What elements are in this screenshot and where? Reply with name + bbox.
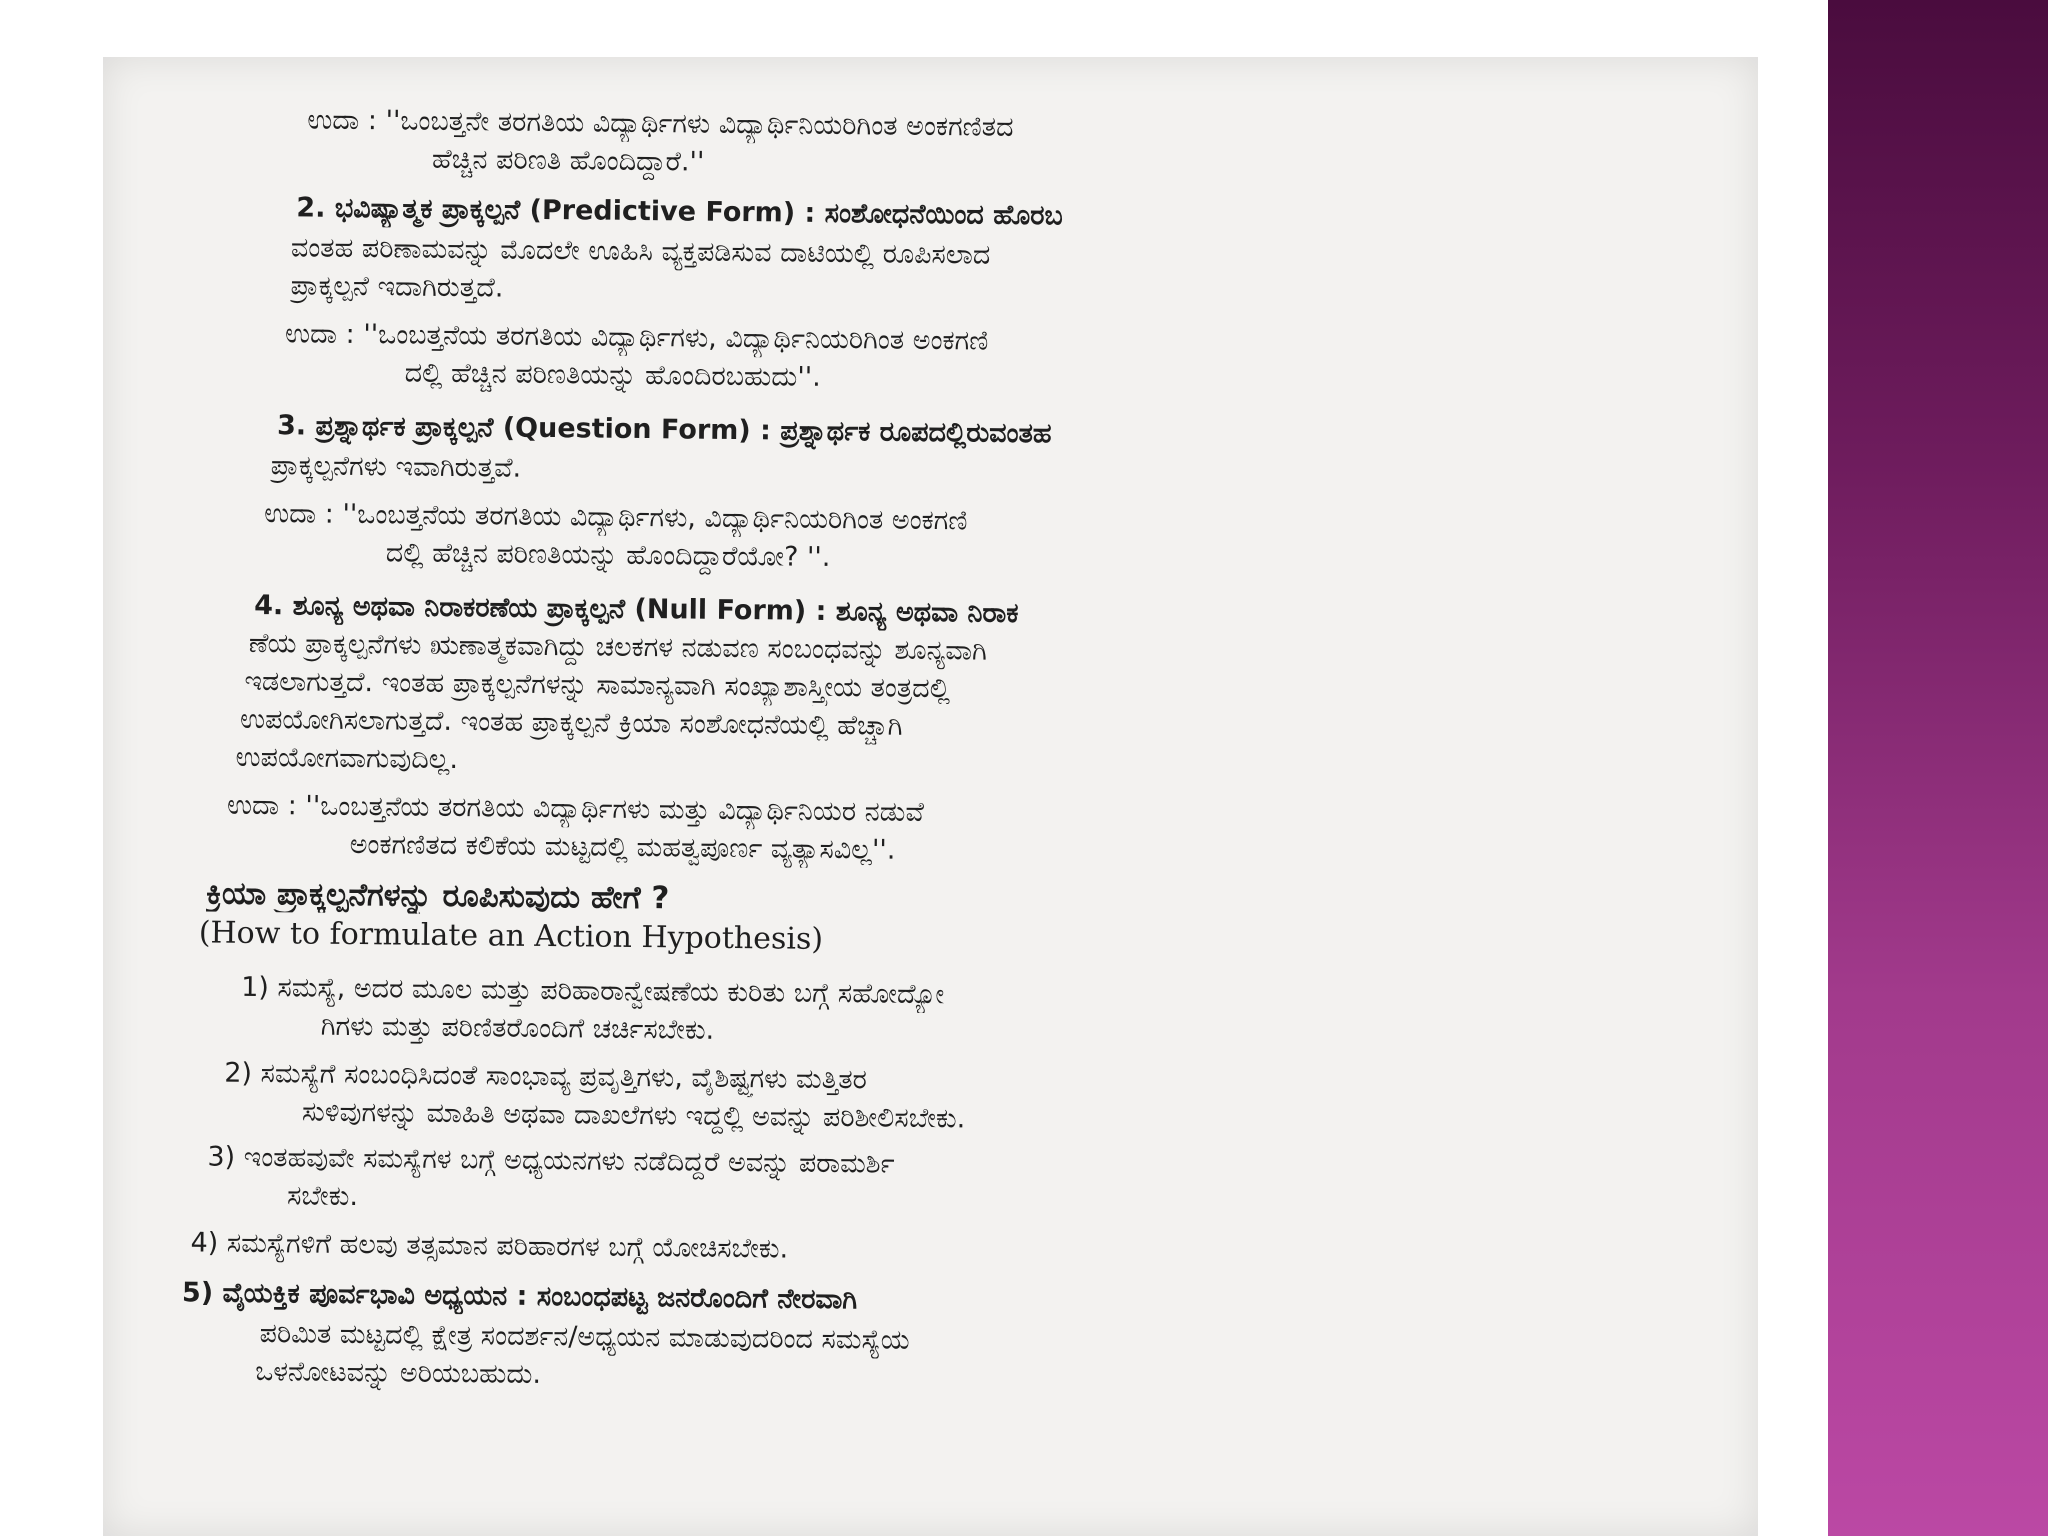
doc-line: ಇಡಲಾಗುತ್ತದೆ. ಇಂತಹ ಪ್ರಾಕ್ಕಲ್ಪನೆಗಳನ್ನು ಸಾಮಾನ್ಯವಾಗಿ ಸಂಖ್ಯಾಶಾಸ್ತ್ರೀಯ ತಂತ್ರದಲ್ಲಿ (244, 665, 951, 705)
doc-line: ಉದಾ : ''ಒಂಬತ್ತನೆಯ ತರಗತಿಯ ವಿದ್ಯಾರ್ಥಿಗಳು, ವಿದ್ಯಾರ್ಥಿನಿಯರಿಗಿಂತ ಅಂಕಗಣಿ (264, 498, 968, 537)
doc-line: ಅಂಕಗಣಿತದ ಕಲಿಕೆಯ ಮಟ್ಟದಲ್ಲಿ ಮಹತ್ವಪೂರ್ಣ ವ್ಯತ್ಯಾಸವಿಲ್ಲ''. (349, 828, 896, 866)
doc-line-heading: 2. ಭವಿಷ್ಯಾತ್ಮಕ ಪ್ರಾಕ್ಕಲ್ಪನೆ (Predictive Form) : ಸಂಶೋಧನೆಯಿಂದ ಹೊರಬ (296, 192, 1063, 232)
doc-line-heading: 5) ವೈಯಕ್ತಿಕ ಪೂರ್ವಭಾವಿ ಅಧ್ಯಯನ : ಸಂಬಂಧಪಟ್ಟ ಜನರೊಂದಿಗೆ ನೇರವಾಗಿ (181, 1277, 858, 1316)
doc-line: ಪರಿಮಿತ ಮಟ್ಟದಲ್ಲಿ ಕ್ಷೇತ್ರ ಸಂದರ್ಶನ/ಅಧ್ಯಯನ ಮಾಡುವುದರಿಂದ ಸಮಸ್ಯೆಯ (259, 1318, 910, 1356)
doc-line: ಒಳನೋಟವನ್ನು ಅರಿಯಬಹುದು. (255, 1356, 542, 1390)
doc-line: 3) ಇಂತಹವುವೇ ಸಮಸ್ಯೆಗಳ ಬಗ್ಗೆ ಅಧ್ಯಯನಗಳು ನಡೆದಿದ್ದರೆ ಅವನ್ನು ಪರಾಮರ್ಶಿ (207, 1141, 895, 1180)
doc-line: ಉದಾ : ''ಒಂಬತ್ತನೆಯ ತರಗತಿಯ ವಿದ್ಯಾರ್ಥಿಗಳು, ವಿದ್ಯಾರ್ಥಿನಿಯರಿಗಿಂತ ಅಂಕಗಣಿ (284, 318, 989, 357)
doc-line: ಉದಾ : ''ಒಂಬತ್ತನೆಯ ತರಗತಿಯ ವಿದ್ಯಾರ್ಥಿಗಳು ಮತ್ತು ವಿದ್ಯಾರ್ಥಿನಿಯರ ನಡುವೆ (226, 789, 925, 828)
doc-line: ಪ್ರಾಕ್ಕಲ್ಪನೆ ಇದಾಗಿರುತ್ತದೆ. (290, 270, 504, 304)
document-photo (103, 57, 1758, 1536)
doc-line: ದಲ್ಲಿ ಹೆಚ್ಚಿನ ಪರಿಣತಿಯನ್ನು ಹೊಂದಿದ್ದಾರೆಯೋ? ''. (385, 537, 831, 573)
section-heading: ಕ್ರಿಯಾ ಪ್ರಾಕ್ಕಲ್ಪನೆಗಳನ್ನು ರೂಪಿಸುವುದು ಹೇಗೆ ? (206, 875, 670, 917)
section-subheading: (How to formulate an Action Hypothesis) (198, 915, 824, 957)
doc-line: 2) ಸಮಸ್ಯೆಗೆ ಸಂಬಂಧಿಸಿದಂತೆ ಸಾಂಭಾವ್ಯ ಪ್ರವೃತ್ತಿಗಳು, ವೈಶಿಷ್ಟ್ಯಗಳು ಮತ್ತಿತರ (224, 1057, 868, 1096)
doc-line-heading: 3. ಪ್ರಶ್ನಾರ್ಥಕ ಪ್ರಾಕ್ಕಲ್ಪನೆ (Question Form) : ಪ್ರಶ್ನಾರ್ಥಕ ರೂಪದಲ್ಲಿರುವಂತಹ (276, 410, 1052, 450)
doc-line: ಪ್ರಾಕ್ಕಲ್ಪನೆಗಳು ಇವಾಗಿರುತ್ತವೆ. (270, 450, 522, 484)
document-text (103, 57, 1758, 1536)
doc-line: ಸಬೇಕು. (286, 1180, 359, 1213)
doc-line: 1) ಸಮಸ್ಯೆ, ಅದರ ಮೂಲ ಮತ್ತು ಪರಿಹಾರಾನ್ವೇಷಣೆಯ ಕುರಿತು ಬಗ್ಗೆ ಸಹೋದ್ಯೋ (241, 971, 945, 1011)
doc-line: ದಲ್ಲಿ ಹೆಚ್ಚಿನ ಪರಿಣತಿಯನ್ನು ಹೊಂದಿರಬಹುದು''. (404, 357, 821, 393)
doc-line: ವಂತಹ ಪರಿಣಾಮವನ್ನು ಮೊದಲೇ ಊಹಿಸಿ ವ್ಯಕ್ತಪಡಿಸುವ ದಾಟಿಯಲ್ಲಿ ರೂಪಿಸಲಾದ (290, 232, 991, 271)
doc-line: ಸುಳಿವುಗಳನ್ನು ಮಾಹಿತಿ ಅಥವಾ ದಾಖಲೆಗಳು ಇದ್ದಲ್ಲಿ ಅವನ್ನು ಪರಿಶೀಲಿಸಬೇಕು. (301, 1096, 966, 1135)
doc-line: 4) ಸಮಸ್ಯೆಗಳಿಗೆ ಹಲವು ತತ್ಸಮಾನ ಪರಿಹಾರಗಳ ಬಗ್ಗೆ ಯೋಚಿಸಬೇಕು. (190, 1227, 789, 1265)
doc-line: ಗಿಗಳು ಮತ್ತು ಪರಿಣಿತರೊಂದಿಗೆ ಚರ್ಚಿಸಬೇಕು. (320, 1010, 715, 1046)
doc-line: ಣೆಯ ಪ್ರಾಕ್ಕಲ್ಪನೆಗಳು ಋಣಾತ್ಮಕವಾಗಿದ್ದು ಚಲಕಗಳ ನಡುವಣ ಸಂಬಂಧವನ್ನು ಶೂನ್ಯವಾಗಿ (248, 627, 988, 667)
decorative-side-strip (1828, 0, 2048, 1536)
doc-line: ಉಪಯೋಗವಾಗುವುದಿಲ್ಲ. (235, 741, 459, 776)
doc-line: ಉದಾ : ''ಒಂಬತ್ತನೇ ತರಗತಿಯ ವಿದ್ಯಾರ್ಥಿಗಳು ವಿದ್ಯಾರ್ಥಿನಿಯರಿಗಿಂತ ಅಂಕಗಣಿತದ (307, 104, 1014, 143)
doc-line-heading: 4. ಶೂನ್ಯ ಅಥವಾ ನಿರಾಕರಣೆಯ ಪ್ರಾಕ್ಕಲ್ಪನೆ (Null Form) : ಶೂನ್ಯ ಅಥವಾ ನಿರಾಕ (254, 589, 1019, 629)
doc-line: ಉಪಯೋಗಿಸಲಾಗುತ್ತದೆ. ಇಂತಹ ಪ್ರಾಕ್ಕಲ್ಪನೆ ಕ್ರಿಯಾ ಸಂಶೋಧನೆಯಲ್ಲಿ ಹೆಚ್ಚಾಗಿ (239, 703, 903, 742)
doc-line: ಹೆಚ್ಚಿನ ಪರಿಣತಿ ಹೊಂದಿದ್ದಾರೆ.'' (431, 143, 705, 178)
